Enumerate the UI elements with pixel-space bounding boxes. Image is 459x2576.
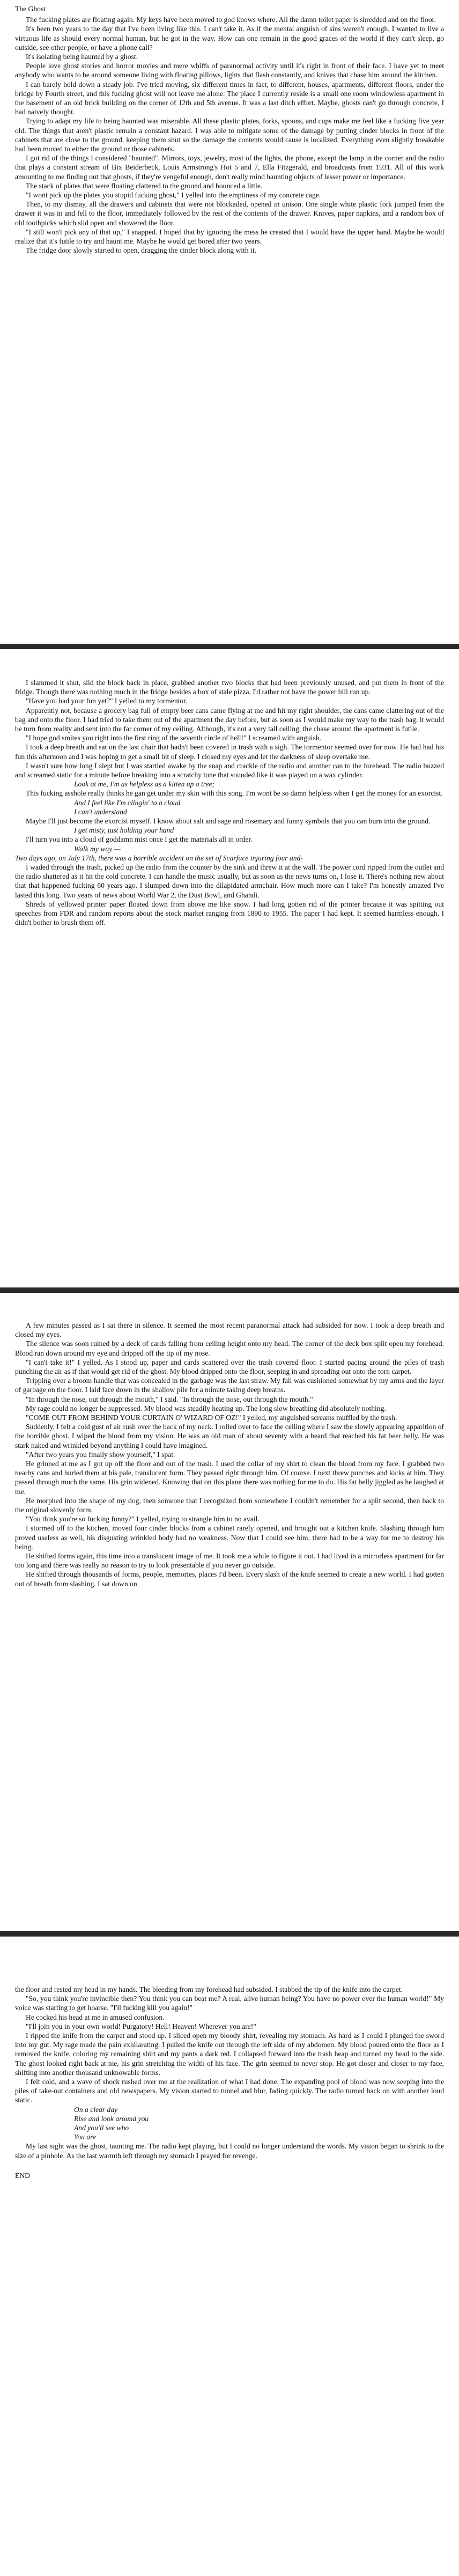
paragraph: "Have you had your fun yet?" I yelled to my tormentor. — [26, 697, 188, 705]
song-lyric-line: Walk my way — — [74, 844, 121, 853]
paragraph: Shreds of yellowed printer paper floated down from above me like snow. I had long gotten rid of the printer because it was spitting out speeches from FDR and random reports about the stock market ranging from 1890 to 1955. The paper I had kept. It seemed harmless enough. I didn't bother to brush them off. — [15, 900, 444, 927]
paragraph: "I hope god smites you right into the first ring of the seventh circle of hell!" I screamed with anguish. — [26, 734, 321, 742]
paragraph: It's isolating being haunted by a ghost. — [26, 53, 138, 61]
paragraph: "I'll join you in your own world! Purgatory! Hell! Heaven! Wherever you are!" — [26, 2022, 256, 2030]
paragraph: "In through the nose, out through the mouth," I said. "In through the nose, out through the mouth." — [26, 1395, 313, 1403]
document-page-2 — [0, 649, 459, 1287]
paragraph: He grinned at me as I got up off the floor and out of the trash. I used the collar of my shirt to clean the blood from my face. I grabbed two nearby cans and hurled them at his pale, translucent form. They passed right through him. Of course. I next threw punches and kicks at him. They passed through much the same. His grin widened. Knowing that on this plane there was nothing for me to do. His fat belly jiggled as he laughed at me. — [15, 1460, 444, 1496]
paragraph: People love ghost stories and horror movies and mere whiffs of paranormal activity until it's right in front of their face. I have yet to meet anybody who wants to be around someone living with floating pillows, lights that flash constantly, and knives that chase him around the kitchen. — [15, 62, 444, 79]
paragraph: I took a deep breath and sat on the last chair that hadn't been covered in trash with a sigh. The tormentor seemed over for now. He had had his fun this afternoon and I was hoping to get a small bit of sleep. I closed my eyes and let the darkness of sleep overtake me. — [15, 743, 444, 761]
paragraph: My rage could no longer be suppressed. My blood was steadily heating up. The long slow breathing did absolutely nothing. — [26, 1404, 386, 1412]
page-2-body — [15, 678, 444, 927]
paragraph: I waded through the trash, picked up the radio from the counter by the sink and threw it at the wall. The power cord ripped from the outlet and the radio shattered as it hit the cold concrete. I can handle the music usually, but as soon as the news turns on, I lose it. There's nothing new about that that happened fucking 60 years ago. I slumped down into the dilapidated armchair. How much more can I take? I'm honestly amazed I've lasted this long. Two years of news about World War 2, the Dust Bowl, and Ghandi. — [15, 863, 444, 899]
paragraph: "I wont pick up the plates you stupid fucking ghost," I yelled into the emptiness of my concrete cage. — [26, 191, 321, 200]
paragraph: He shifted forms again, this time into a translucent image of me. It took me a while to figure it out. I had lived in a mirrorless apartment for far too long and there was really no reason to try to look presentable if you never go outside. — [15, 1552, 444, 1570]
paragraph: Then, to my dismay, all the drawers and cabinets that were not blockaded, opened in unison. One single white plastic fork jumped from the drawer it was in and fell to the floor, immediately followed by the rest of the contents of the drawer. Knives, paper napkins, and a random box of old toothpicks which slid open and showered the floor. — [15, 200, 444, 227]
paragraph: A few minutes passed as I sat there in silence. It seemed the most recent paranormal attack had subsided for now. I took a deep breath and closed my eyes. — [15, 1321, 444, 1339]
paragraph: "COME OUT FROM BEHIND YOUR CURTAIN O' WIZARD OF OZ!" I yelled, my anguished screams muffled by the trash. — [26, 1414, 397, 1422]
story-end-marker: END — [15, 2171, 30, 2180]
paragraph: "So, you think you're invincible then? You think you can beat me? A real, alive human being? You have no power over the human world!" My voice was starting to get hoarse. "I'll fucking kill you again!" — [15, 1994, 444, 2012]
paragraph: I stormed off to the kitchen, moved four cinder blocks from a cabinet rarely opened, and brought out a kitchen knife. Slashing through him proved useless as well, his disgusting wrinkled body had no weakness. Now that I could see him, there had to be a way for me to destroy his being. — [15, 1524, 444, 1551]
page-4-body — [15, 1985, 444, 2160]
song-lyric-line: And I feel like I'm clingin' to a cloud — [74, 798, 181, 807]
document-page-3 — [0, 1293, 459, 1931]
document-page-4 — [0, 1937, 459, 2576]
paragraph: The stack of plates that were floating clattered to the ground and bounced a little. — [26, 181, 263, 190]
song-lyric-line: And you'll see who — [74, 2124, 129, 2132]
song-lyric-line: I get misty, just holding your hand — [74, 826, 174, 835]
paragraph: My last sight was the ghost, taunting me. The radio kept playing, but I could no longer understand the words. My vision began to shrink to the size of a pinhole. As the last warmth left through my stomach I prayed for revenge. — [15, 2142, 444, 2160]
paragraph: I felt cold, and a wave of shock rushed over me at the realization of what I had done. The expanding pool of blood was now seeping into the piles of take-out containers and old newspapers. My vision started to tunnel and blur, fading quickly. The radio turned back on with another loud static. — [15, 2078, 444, 2104]
paragraph: He morphed into the shape of my dog, then someone that I recognized from somewhere I couldn't remember for a split second, then back to the original slovenly form. — [15, 1496, 444, 1514]
paragraph: The fucking plates are floating again. My keys have been moved to god knows where. All the damn toilet paper is shredded and on the floor. — [26, 16, 436, 24]
document-page-1 — [0, 0, 459, 644]
paragraph: I got rid of the things I considered "haunted". Mirrors, toys, jewelry, most of the lights, the phone, except the lamp in the corner and the radio that plays a constant stream of Bix Beiderbeck, Louis Armstrong's Hot 5 and 7, Ella Fitzgerald, and broadcasts from 1931. All of this work amounting to me finding out that ghosts, if they're vengeful enough, don't really mind haunting objects of lesser power or importance. — [15, 154, 444, 181]
paragraph: He cocked his head at me in amused confusion. — [26, 2013, 165, 2021]
paragraph: He shifted through thousands of forms, people, memories, places I'd been. Every slash of the knife seemed to create a new world. I had gotten out of breath from slashing. I sat down on — [15, 1570, 444, 1588]
paragraph: The fridge door slowly started to open, dragging the cinder block along with it. — [26, 246, 256, 255]
page-1-body — [15, 15, 444, 255]
paragraph: It's been two years to the day that I've been living like this. I can't take it. As if the mental anguish of sins weren't enough. I wanted to live a virtuous life as should every normal human, but he got in the way. How can one remain in the good graces of the world if they can't sleep, go outside, see other people, or have a phone call? — [15, 25, 444, 51]
paragraph: the floor and rested my head in my hands. The bleeding from my forehead had subsided. I stabbed the tip of the knife into the carpet. — [15, 1985, 403, 1993]
song-lyric-line: Rise and look around you — [74, 2114, 149, 2123]
radio-news-line: Two days ago, on July 17th, there was a horrible accident on the set of Scarface injuring four and- — [15, 853, 303, 862]
paragraph: Maybe I'll just become the exorcist myself. I know about salt and sage and rosemary and funny symbols that you can burn into the ground. — [26, 817, 431, 826]
paragraph: The silence was soon ruined by a deck of cards falling from ceiling height onto my head. The corner of the deck box split open my forehead. Blood ran down around my eye and dripped off the tip of my nose. — [15, 1339, 444, 1357]
story-title: The Ghost — [15, 5, 46, 13]
paragraph: I wasn't sure how long I slept but I was startled awake by the snap and crackle of the radio and another can to the forehead. The radio buzzed and screamed static for a minute before breaking into a scratchy tune that sounded like it was played on a wax cylinder. — [15, 761, 444, 779]
paragraph: Tripping over a broom handle that was concealed in the garbage was the last straw. My fall was cushioned somewhat by my arms and the layer of garbage on the floor. I laid face down in the shallow pile for a minute taking deep breaths. — [15, 1377, 444, 1394]
paragraph: I slammed it shut, slid the block back in place, grabbed another two blocks that had been previously unused, and put them in front of the fridge. Though there was nothing much in the fridge besides a box of stale pizza, I'd rather not have the power bill run up. — [15, 679, 444, 696]
paragraph: "After two years you finally show yourself," I spat. — [26, 1450, 175, 1459]
paragraph: I ripped the knife from the carpet and stood up. I sliced open my bloody shirt, revealing my stomach. As hard as I could I plunged the sword into my gut. My rage made the pain exhilarating. I pulled the knife out through the left side of my abdomen. My blood poured onto the floor as I removed the knife, coloring my remaining shirt and my pants a dark red. I collapsed forward into the trash heap and turned my head to the side. The ghost looked right back at me, his grin stretching the width of his face. The grin seemed to never stop. He got closer and closer to my face, shifting into another thousand unknowable forms. — [15, 2032, 444, 2077]
paragraph: "I still won't pick any of that up," I snapped. I hoped that by ignoring the mess he created that I would have the upper hand. Maybe he would realize that it's futile to try and haunt me. Maybe he would get bored after two years. — [15, 227, 444, 246]
paragraph: "I can't take it!" I yelled. As I stood up, paper and cards scattered over the trash covered floor. I started pacing around the piles of trash punching the air as if that would get rid of the ghost. My blood dripped onto the floor, seeping in and spreading out onto the torn carpet. — [15, 1358, 444, 1376]
paragraph: I can barely hold down a steady job. I've tried moving, six different times in fact, to different, houses, apartments, different floors, under the bridge by Fourth street, and this fucking ghost will not leave me alone. The place I currently reside is a small one room windowless apartment in the basement of an old brick building on the corner of 12th and 5th avenue. It was a last ditch effort. Maybe, ghosts can't go through concrete, I had naively thought. — [15, 80, 444, 116]
song-lyric-line: You are — [74, 2133, 96, 2141]
paragraph: "You think you're so fucking funny?" I yelled, trying to strangle him to no avail. — [26, 1515, 260, 1523]
page-3-body — [15, 1321, 444, 1588]
paragraph: Apparently not, because a grocery bag full of empty beer cans came flying at me and hit my right shoulder, the cans came clattering out of the bag and onto the floor. I had tried to take them out of the apartment the day before, but as soon as I would make my way to the trash bag, it would be torn from reality and sent into the far corner of my ceiling. Although, it's not a very tall ceiling, the chase around the apartment is futile. — [15, 706, 444, 733]
paragraph: I'll turn you into a cloud of goddamn mist once I get the materials all in order. — [26, 835, 253, 844]
paragraph: Trying to adapt my life to being haunted was miserable. All these plastic plates, forks, spoons, and cups make me feel like a fucking five year old. The things that aren't plastic remain a constant hazard. I was able to mitigate some of the damage by putting cinder blocks in front of the cabinets that are close to the ground, keeping them shut so the damage the contents would cause is localized. Everything even slightly breakable had been moved to either the ground or those cabinets. — [15, 117, 444, 153]
song-lyric-line: On a clear day — [74, 2105, 118, 2114]
song-lyric-line: I can't understand — [74, 807, 127, 816]
paragraph: Suddenly, I felt a cold gust of air rush over the back of my neck. I rolled over to face the ceiling where I saw the slowly appearing apparition of the horrible ghost. I wiped the blood from my vision. He was an old man of about seventy with a beard that reached his fat beer belly. He was stark naked and wrinkled beyond anything I could have imagined. — [15, 1423, 444, 1449]
song-lyric-line: Look at me, I'm as helpless as a kitten up a tree; — [74, 780, 215, 789]
paragraph: This fucking asshole really thinks he gan get under my skin with this song. I'm wont be so damn helpless when I get the money for an exorcist. — [26, 789, 443, 798]
